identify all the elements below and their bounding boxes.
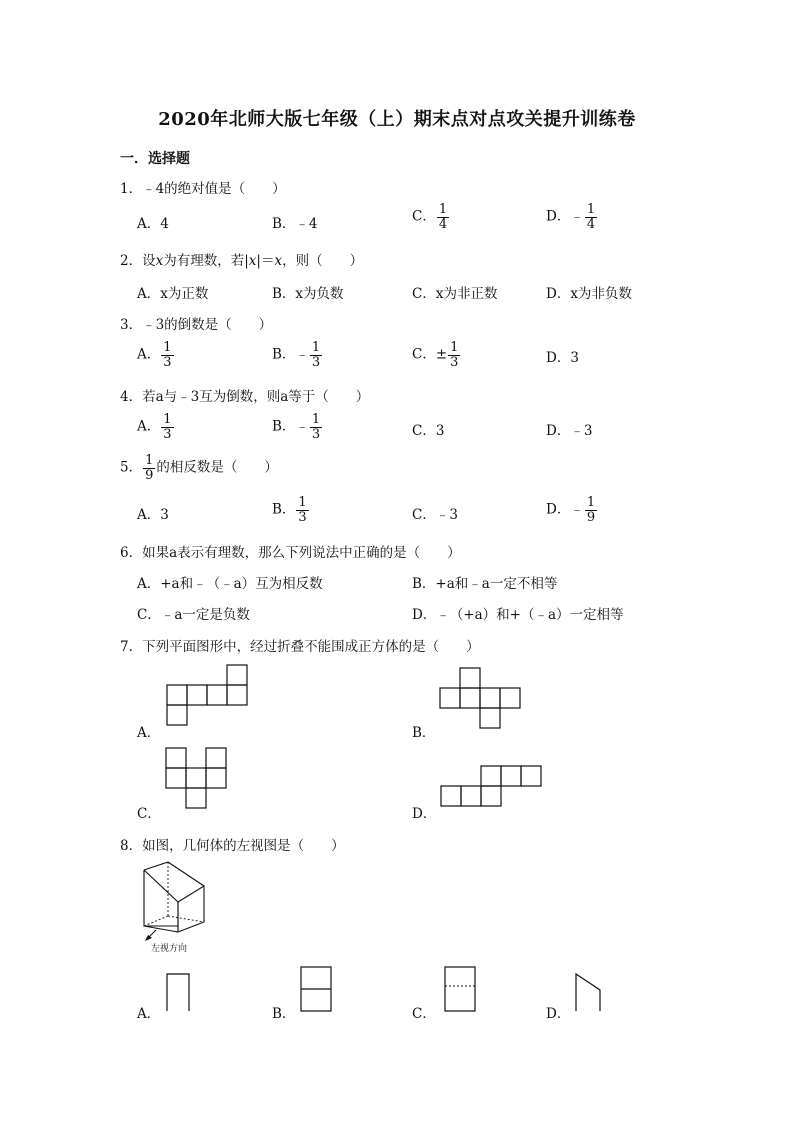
q8-option-a[interactable]: A． [137,1006,161,1022]
q4-option-a[interactable]: A． $\frac{1}{3}$ [137,412,172,442]
question-2-stem: 2．设x为有理数，若|x|＝x，则（ ） [120,253,364,269]
q6-option-b[interactable]: B．+a和﹣a一定不相等 [412,576,558,592]
left-view-figure-d [574,972,602,1012]
q3-option-d[interactable]: D．3 [546,350,579,366]
figure-caption: 左视方向 [151,944,188,954]
question-3-stem: 3．﹣3的倒数是（ ） [120,317,273,333]
left-view-figure-b [300,966,332,1012]
fraction: $\frac{1}{3}$ [311,340,321,370]
q3-option-b[interactable]: B．﹣ $\frac{1}{3}$ [272,340,321,370]
q6-option-d[interactable]: D．﹣（+a）和+（﹣a）一定相等 [412,607,624,623]
page-title: 2020年北师大版七年级（上）期末点对点攻关提升训练卷 [158,109,636,130]
fraction: $\frac{1}{4}$ [586,202,596,232]
q4-option-c[interactable]: C．3 [412,423,445,439]
q7-option-d[interactable]: D． [412,806,437,822]
q1-option-b[interactable]: B．﹣4 [272,216,318,232]
question-5-stem: 5． $\frac{1}{9}$ 的相反数是（ ） [120,453,278,483]
left-view-figure-c [444,966,476,1012]
question-7-stem: 7．下列平面图形中，经过折叠不能围成正方体的是（ ） [120,639,480,655]
fraction: $\frac{1}{4}$ [438,202,448,232]
q8-option-c[interactable]: C． [412,1006,436,1022]
q1-option-c-label: C． [412,208,436,225]
q4-option-b[interactable]: B．﹣ $\frac{1}{3}$ [272,412,321,442]
cube-net-figure-d [440,765,542,807]
fraction: $\frac{1}{3}$ [311,412,321,442]
left-view-figure-a [165,972,191,1012]
question-4-stem: 4．若a与﹣3互为倒数，则a等于（ ） [120,389,370,405]
q1-option-d[interactable] [546,203,598,231]
q1-option-a[interactable]: A．4 [137,216,169,232]
question-1-stem: 1．﹣4的绝对值是（ ） [120,181,286,197]
q7-option-b[interactable]: B． [412,725,436,741]
solid-geometry-figure [138,860,210,950]
section-heading: 一．选择题 [120,151,190,167]
question-6-stem: 6．如果a表示有理数，那么下列说法中正确的是（ ） [120,545,461,561]
cube-net-figure-b [439,667,521,729]
q8-option-d[interactable]: D． [546,1006,571,1022]
q3-option-c[interactable]: C．± $\frac{1}{3}$ [412,340,459,370]
question-8-stem: 8．如图，几何体的左视图是（ ） [120,838,345,854]
cube-net-figure-a [166,664,248,726]
q2-option-b[interactable]: B．x为负数 [272,286,344,302]
q8-option-b[interactable]: B． [272,1006,296,1022]
q2-option-d[interactable]: D．x为非负数 [546,286,632,302]
q7-option-a[interactable]: A． [137,725,161,741]
fraction: $\frac{1}{9}$ [586,495,596,525]
q6-option-a[interactable]: A．+a和﹣（﹣a）互为相反数 [137,576,323,592]
q4-option-d[interactable]: D．﹣3 [546,423,593,439]
fraction: $\frac{1}{3}$ [450,340,459,370]
q5-option-a[interactable]: A．3 [137,507,169,523]
fraction: $\frac{1}{3}$ [163,412,172,442]
q5-option-b[interactable]: B． $\frac{1}{3}$ [272,495,307,525]
q5-option-c[interactable]: C．﹣3 [412,507,458,523]
fraction: $\frac{1}{3}$ [163,340,172,370]
q1-option-d-label: D．﹣ [546,208,584,225]
q2-option-c[interactable]: C．x为非正数 [412,286,498,302]
fraction: $\frac{1}{3}$ [298,495,307,525]
q3-option-a[interactable]: A． $\frac{1}{3}$ [137,340,172,370]
q6-option-c[interactable]: C．﹣a一定是负数 [137,607,250,623]
cube-net-figure-c [165,747,227,809]
fraction: $\frac{1}{9}$ [145,453,154,483]
q2-option-a[interactable]: A．x为正数 [137,286,209,302]
q5-option-d[interactable]: D．﹣ $\frac{1}{9}$ [546,495,596,525]
q7-option-c[interactable]: C． [137,806,161,822]
q1-option-c[interactable] [412,203,450,231]
